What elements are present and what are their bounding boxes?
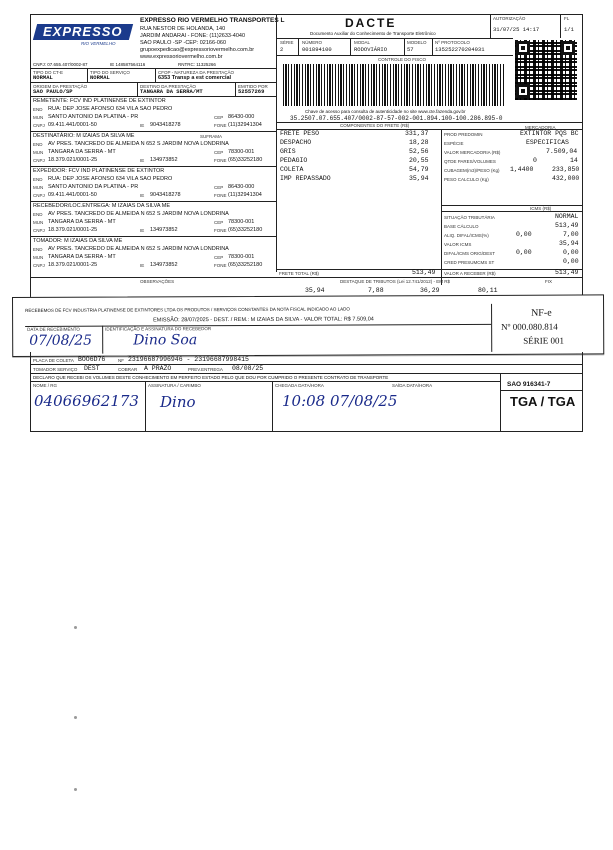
tomador-title: TOMADOR: M IZAIAS DA SILVA ME	[33, 238, 123, 244]
expedidor-title: EXPEDIDOR: FCV IND PLATINENSE DE EXTINTOR	[33, 168, 165, 174]
cep-label: CEP	[214, 115, 224, 120]
situacao-value: NORMAL	[555, 213, 579, 220]
issuer-address-3: SAO PAULO -SP -CEP: 02166-060	[140, 40, 227, 46]
remetente-title: REMETENTE: FCV IND PLATINENSE DE EXTINTOR	[33, 98, 166, 104]
numero-label: NÚMERO	[302, 40, 322, 45]
nf-value: 23196687996946 - 23196687998415	[128, 356, 249, 363]
issuer-name: EXPRESSO RIO VERMELHO TRANSPORTES L	[140, 17, 285, 24]
tga-code: TGA / TGA	[510, 394, 576, 409]
peso-cubado: 233,850	[552, 166, 580, 173]
especie-value: ESPECIFICAS	[526, 139, 569, 146]
frete-item-label: DESPACHO	[280, 139, 312, 146]
destinatario-title: DESTINATÁRIO: M IZAIAS DA SILVA ME	[33, 133, 135, 139]
logo-text: EXPRESSO	[43, 24, 123, 39]
expedidor-end: RUA: DEP JOSE AFONSO 634 VILA SAO PEDRO	[48, 176, 173, 182]
end-label: END	[33, 212, 43, 217]
autorizacao-value: 31/07/25 14:17	[493, 26, 540, 33]
destinatario-mun: TANGARA DA SERRA - MT	[48, 149, 116, 155]
issuer-rntrc: RNTRC: 11325266	[178, 62, 216, 67]
divider	[350, 38, 351, 55]
recebedor-end: AV PRES. TANCREDO DE ALMEIDA N 652 S JARDIM NOVA LONDRINA	[48, 211, 229, 217]
cfop-label: CFOP - NATUREZA DA PRESTAÇÃO	[158, 70, 235, 75]
sao-code: SAO 916341-7	[507, 381, 551, 388]
nfe-title: NF-e	[531, 307, 552, 319]
frete-item-value: 35,94	[409, 175, 429, 182]
remetente-cep: 86430-000	[228, 114, 255, 120]
valor-mercadoria-label: VALOR MERCADORIA (R$)	[444, 150, 501, 155]
divider	[235, 82, 236, 96]
issuer-email: grupoexpedicao@expressoriovermelho.com.br	[140, 47, 255, 53]
frete-total: 513,49	[412, 269, 436, 276]
issuer-address-1: RUA NESTOR DE HOLANDA, 140	[140, 26, 226, 32]
situacao-label: SITUAÇÃO TRIBUTÁRIA	[444, 215, 495, 220]
valor-mercadoria: 7.509,04	[546, 148, 578, 155]
cep-label: CEP	[214, 185, 224, 190]
cubagem-label: CUBAGEM(m3)/PESO (Kg)	[444, 168, 500, 173]
mercadoria-header: MERCADORIA	[525, 125, 556, 130]
numero-value: 001894100	[302, 46, 332, 53]
divider	[30, 201, 276, 202]
nome-rg-handwritten: 04066962173	[34, 392, 139, 410]
qr-code	[515, 40, 577, 100]
protocolo-label: Nº PROTOCOLO	[435, 40, 470, 45]
cnpj-label: CNPJ	[33, 123, 45, 128]
tomador-ie: 134973852	[150, 262, 178, 268]
icms-header: ICMS (R$)	[530, 206, 552, 211]
prev-entrega-label: PREV.ENTREGA	[188, 367, 223, 372]
receipt-header: RECEBEMOS DE FCV INDUSTRIA PLATINENSE DE EXTINTORES LTDA OS PRODUTOS / SERVIÇOS CONSTANTES DA NOTA FISCAL INDICADO AO LADO	[25, 306, 350, 313]
recebedor-cnpj: 18.379.021/0001-25	[48, 227, 98, 233]
difal-label: DIFAL/ICMS ORIG/DEST	[444, 251, 496, 256]
placa-label: PLACA DE COLETA	[33, 358, 74, 363]
tomador-servico-value: DEST	[84, 365, 100, 372]
remetente-mun: SANTO ANTONIO DA PLATINA - PR	[48, 114, 139, 120]
receber-value: 513,49	[555, 269, 579, 276]
expedidor-ie: 9043418278	[150, 192, 181, 198]
scan-dot	[74, 716, 77, 719]
frete-item-label: FRETE PESO	[280, 130, 320, 137]
ie-label: IE	[140, 193, 145, 198]
especie-label: ESPÉCIE	[444, 141, 464, 146]
assinatura-handwritten: Dino	[160, 393, 196, 411]
cep-label: CEP	[214, 220, 224, 225]
modal-value: RODOVIÁRIO	[354, 46, 388, 53]
divider	[491, 304, 492, 352]
emitido-label: EMITIDO POR	[238, 84, 268, 89]
frete-item-label: COLETA	[280, 166, 304, 173]
cred-label: CRED PRESUMCMS ST	[444, 260, 495, 265]
fone-label: FONE	[214, 193, 227, 198]
nfe-number: Nº 000.080.814	[501, 321, 558, 332]
issuer-logo	[35, 20, 135, 48]
tomador-fone: (65)33252180	[228, 262, 263, 268]
cubagem-value: 1,4400	[510, 166, 534, 173]
divider	[30, 364, 583, 365]
barcode	[283, 64, 505, 106]
recebedor-fone: (65)33252180	[228, 227, 263, 233]
divider	[500, 390, 583, 391]
controle-fisco-label: CONTROLE DO FISCO	[378, 57, 427, 62]
receipt-assinatura-label: IDENTIFICAÇÃO E ASSINATURA DO RECEBEDOR	[105, 326, 212, 332]
cnpj-label: CNPJ	[33, 228, 45, 233]
divider	[30, 381, 500, 382]
recebedor-ie: 134973852	[150, 227, 178, 233]
divider	[276, 14, 277, 272]
logo-subtext: RIO VERMELHO	[81, 41, 116, 46]
divider	[102, 326, 103, 354]
divider	[560, 14, 561, 38]
expedidor-fone: (11)32941304	[228, 192, 262, 198]
tomador-end: AV PRES. TANCREDO DE ALMEIDA N 652 S JARDIM NOVA LONDRINA	[48, 246, 229, 252]
aliq-a: 0,00	[516, 231, 532, 238]
tipo-cte-value: NORMAL	[33, 74, 53, 81]
divider	[155, 68, 156, 82]
end-label: END	[33, 107, 43, 112]
divider	[500, 373, 501, 432]
receipt-emissao: EMISSÃO: 28/07/2025 - DEST. / REM.: M IZAIAS DA SILVA - VALOR TOTAL: R$ 7.509,04	[153, 316, 374, 324]
modelo-value: 57	[407, 46, 414, 53]
destinatario-cep: 78300-001	[228, 149, 255, 155]
saida-label: SAÍDA DATA/HORA	[392, 383, 433, 388]
divider	[441, 205, 583, 206]
cnpj-label: CNPJ	[33, 193, 45, 198]
divider	[30, 82, 276, 83]
end-label: END	[33, 247, 43, 252]
cep-label: CEP	[214, 255, 224, 260]
chave-acesso: 35.2507.07.655.407/0002-87-57-002-001.894.100-100.286.895-0	[290, 115, 503, 122]
recebedor-mun: TANGARA DA SERRA - MT	[48, 219, 116, 225]
declaro-text: DECLARO QUE RECEBI OS VOLUMES DESTE CONHECIMENTO EM PERFEITO ESTADO PELO QUE DOU POR CUMPRIDO O PRESENTE CONTRATO DE TRANSPORTE	[33, 375, 389, 380]
issuer-address-2: JARDIM ANDARAI - FONE: (11)2633-4040	[140, 33, 246, 39]
end-label: END	[33, 142, 43, 147]
frete-item-label: IMP REPASSADO	[280, 175, 331, 182]
divider	[30, 277, 583, 278]
remetente-cnpj: 09.411.441/0001-50	[48, 122, 97, 128]
receipt-stub	[12, 294, 604, 357]
aliq-value: 7,00	[563, 231, 579, 238]
prod-value: EXTINTOR PQS BC	[520, 130, 579, 137]
tributos-value-2: 7,88	[368, 287, 384, 294]
fone-label: FONE	[214, 123, 227, 128]
cnpj-label: CNPJ	[33, 263, 45, 268]
receber-label: VALOR A RECEBER (R$)	[444, 271, 496, 276]
destinatario-end: AV PRES. TANCREDO DE ALMEIDA N 652 S JARDIM NOVA LONDRINA	[48, 141, 229, 147]
destinatario-cnpj: 18.379.021/0001-25	[48, 157, 98, 163]
peso-calculo-label: PESO CALCULO (Kg)	[444, 177, 489, 182]
serie-label: SÉRIE	[280, 40, 294, 45]
cobrar-value: A PRAZO	[144, 365, 172, 372]
serie-value: 2	[280, 46, 284, 53]
destinatario-ie: 134973852	[150, 157, 178, 163]
divider	[30, 96, 276, 97]
receipt-data-handwritten: 07/08/25	[29, 332, 93, 349]
issuer-cnpj: CNPJ: 07.655.407/0002-87	[33, 62, 88, 67]
dacte-subtitle: Documento Auxiliar do Conhecimento de Transporte Eletrônico	[310, 31, 436, 36]
chegada-label: CHEGADA DATA/HORA	[275, 383, 324, 388]
emitido-value: 52557269	[238, 88, 265, 95]
frete-total-label: FRETE TOTAL (R$)	[279, 271, 319, 276]
nfe-serie: SÉRIE 001	[523, 335, 564, 346]
divider	[30, 68, 276, 69]
aliq-label: ALIQ. DIFAL/ICMS(%)	[444, 233, 489, 238]
tipo-servico-value: NORMAL	[90, 74, 110, 81]
divider	[30, 236, 276, 237]
destino-label: DESTINO DA PRESTAÇÃO	[140, 84, 196, 89]
divider	[432, 38, 433, 55]
recebedor-cep: 78300-001	[228, 219, 255, 225]
frete-item-value: 20,55	[409, 157, 429, 164]
divider	[441, 211, 583, 212]
tributos-value-3: 36,29	[420, 287, 440, 294]
divider	[272, 381, 273, 432]
cred-value: 0,00	[563, 258, 579, 265]
frete-item-value: 54,79	[409, 166, 429, 173]
mun-label: MUN	[33, 185, 44, 190]
difal-a: 0,00	[516, 249, 532, 256]
recebedor-title: RECEBEDOR/LOC.ENTREGA: M IZAIAS DA SILVA ME	[33, 203, 171, 209]
divider	[276, 38, 513, 39]
qr-finder	[516, 41, 530, 55]
fone-label: FONE	[214, 158, 227, 163]
scan-dot	[74, 788, 77, 791]
cobrar-label: COBRAR	[118, 367, 138, 372]
remetente-fone: (11)32941304	[228, 122, 262, 128]
mun-label: MUN	[33, 220, 44, 225]
suframa-label: SUFRAMA	[200, 134, 223, 139]
chave-note: Chave de acesso para consulta de autenticidade no site www.cte.fazenda.gov.br	[305, 109, 466, 114]
tributos-value-4: 80,11	[478, 287, 498, 294]
tomador-cep: 78300-001	[228, 254, 255, 260]
origem-label: ORIGEM DA PRESTAÇÃO	[33, 84, 88, 89]
scan-dot	[74, 626, 77, 629]
ie-label: IE	[140, 228, 145, 233]
frete-item-label: GRIS	[280, 148, 296, 155]
tomador-servico-label: TOMADOR SERVIÇO	[33, 367, 78, 372]
valor-icms-label: VALOR ICMS	[444, 242, 472, 247]
tributos-label: DESTAQUE DE TRIBUTOS (Lei 12.741/2012) - EM R$	[340, 279, 451, 284]
frete-item-value: 331,37	[405, 130, 429, 137]
qr-finder	[516, 84, 530, 98]
modelo-label: MODELO	[407, 40, 427, 45]
qtde-a: 0	[533, 157, 537, 164]
fix-label: FIX	[545, 279, 553, 284]
divider	[276, 122, 583, 123]
remetente-ie: 9043418278	[150, 122, 181, 128]
frete-item-label: PEDAGIO	[280, 157, 308, 164]
destinatario-fone: (65)33252180	[228, 157, 263, 163]
fone-label: FONE	[214, 263, 227, 268]
remetente-end: RUA: DEP JOSE AFONSO 634 VILA SAO PEDRO	[48, 106, 173, 112]
prev-entrega-value: 08/08/25	[232, 365, 264, 372]
tomador-cnpj: 18.379.021/0001-25	[48, 262, 98, 268]
assinatura-carimbo-label: ASSINATURA / CARIMBO	[148, 383, 201, 388]
divider	[490, 14, 491, 38]
peso-calculo: 432,000	[552, 175, 580, 182]
fl-label: FL	[564, 16, 570, 21]
cfop-value: 6353 Transp a est comercial	[158, 75, 232, 81]
nf-label: NF	[118, 358, 124, 363]
destino-value: TANGARA DA SERRA/MT	[140, 88, 203, 95]
ie-label: IE	[140, 158, 145, 163]
expedidor-cep: 86430-000	[228, 184, 255, 190]
cnpj-label: CNPJ	[33, 158, 45, 163]
difal-value: 0,00	[563, 249, 579, 256]
prod-label: PROD PREDOMIN	[444, 132, 483, 137]
divider	[30, 131, 276, 132]
issuer-site: www.expressoriovermelho.com.br	[140, 54, 223, 60]
receipt-data-label: DATA DE RECEBIMENTO	[27, 326, 80, 332]
divider	[87, 68, 88, 82]
expedidor-mun: SANTO ANTONIO DA PLATINA - PR	[48, 184, 139, 190]
base-value: 513,49	[555, 222, 579, 229]
mun-label: MUN	[33, 115, 44, 120]
cep-label: CEP	[214, 150, 224, 155]
frete-item-value: 52,56	[409, 148, 429, 155]
modal-label: MODAL	[354, 40, 371, 45]
qtde-label: QTDE PARES/VOLUMES	[444, 159, 496, 164]
tipo-cte-label: TIPO DO CT-E	[33, 70, 64, 75]
qtde-b: 14	[570, 157, 578, 164]
tipo-servico-label: TIPO DO SERVIÇO	[90, 70, 130, 75]
fone-label: FONE	[214, 228, 227, 233]
fl-value: 1/1	[564, 26, 574, 33]
end-label: END	[33, 177, 43, 182]
divider	[145, 381, 146, 432]
divider	[25, 324, 491, 327]
placa-value: BOO6D76	[78, 356, 106, 363]
valor-icms: 35,94	[559, 240, 579, 247]
dacte-title: DACTE	[345, 16, 397, 30]
chegada-handwritten: 10:08 07/08/25	[282, 392, 398, 410]
mun-label: MUN	[33, 150, 44, 155]
divider	[30, 166, 276, 167]
observacoes-label: OBSERVAÇÕES	[140, 279, 175, 284]
nome-rg-label: NOME / RG	[33, 383, 58, 388]
divider	[441, 129, 442, 285]
origem-value: SAO PAULO/SP	[33, 88, 73, 95]
divider	[404, 38, 405, 55]
frete-header: COMPONENTES DO FRETE (R$)	[340, 123, 410, 128]
divider	[298, 38, 299, 55]
ie-label: IE	[140, 123, 145, 128]
tomador-mun: TANGARA DA SERRA - MT	[48, 254, 116, 260]
divider	[276, 55, 513, 56]
protocolo-value: 135252270204031	[435, 46, 485, 53]
tributos-value: 35,94	[305, 287, 325, 294]
base-label: BASE CÁLCULO	[444, 224, 479, 229]
divider	[137, 82, 138, 96]
autorizacao-label: AUTORIZAÇÃO	[493, 16, 526, 21]
receipt-signature-handwritten: Dino Soa	[133, 332, 198, 349]
issuer-ie: IE 148587564116	[110, 62, 146, 67]
expedidor-cnpj: 09.411.441/0001-50	[48, 192, 97, 198]
qr-finder	[561, 41, 575, 55]
ie-label: IE	[140, 263, 145, 268]
mun-label: MUN	[33, 255, 44, 260]
frete-item-value: 18,28	[409, 139, 429, 146]
